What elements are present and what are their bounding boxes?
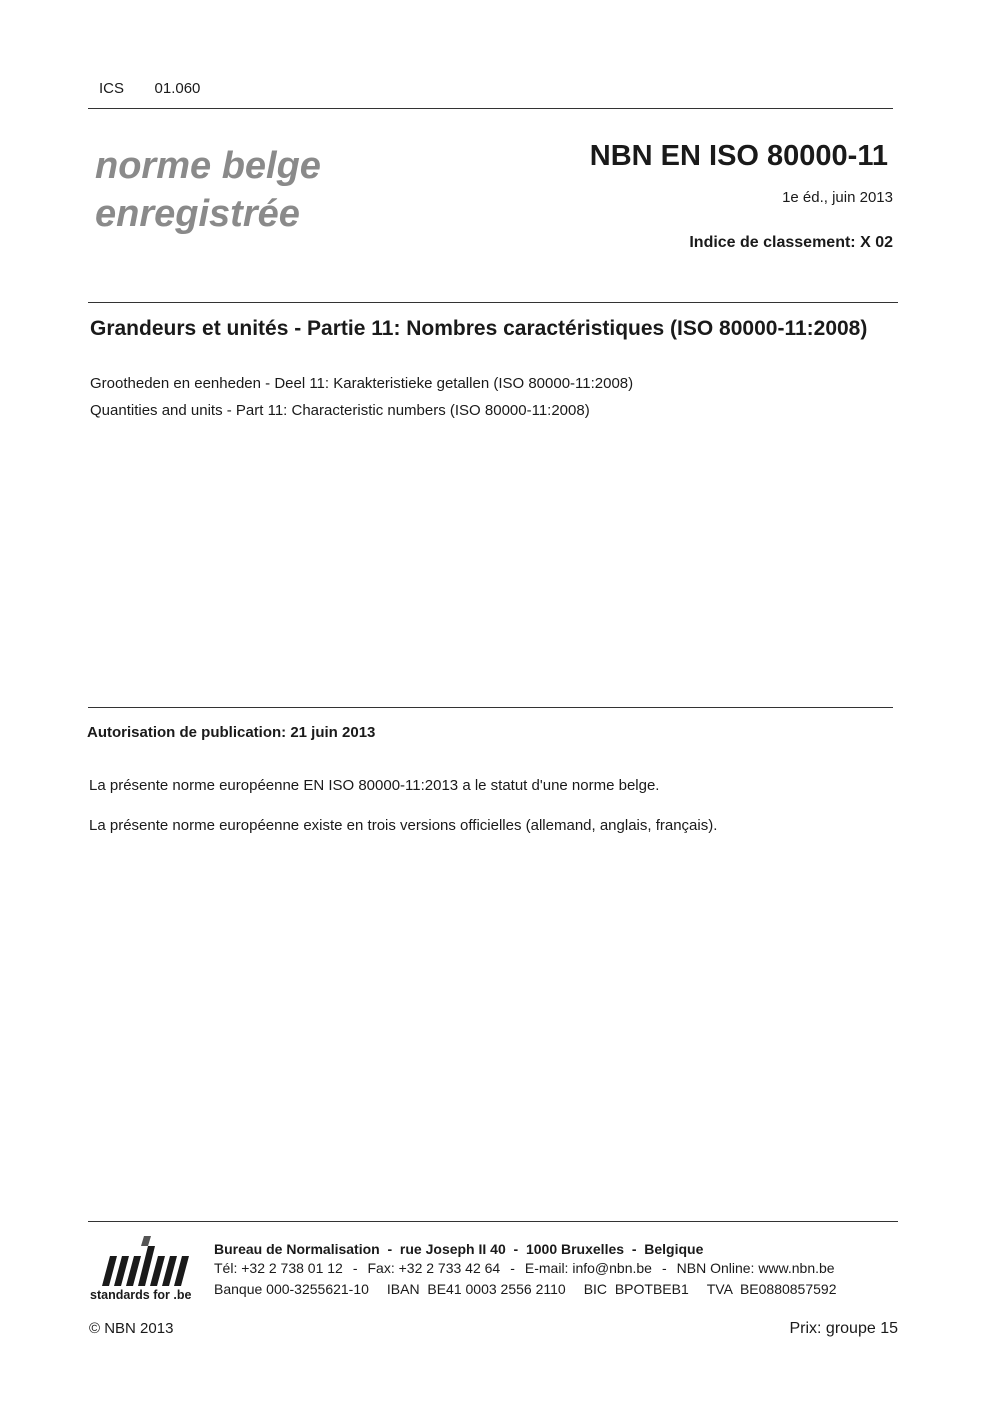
footer-bank-details — [214, 1281, 836, 1297]
header-rule — [88, 108, 893, 109]
price-group: Prix: groupe 15 — [789, 1320, 898, 1337]
logo-tagline: standards for .be — [90, 1288, 192, 1302]
standard-code: NBN EN ISO 80000-11 — [589, 140, 888, 172]
footer-address: Bureau de Normalisation - rue Joseph II 40 - 1000 Bruxelles - Belgique — [214, 1241, 704, 1257]
brand-title — [95, 142, 321, 238]
copyright: © NBN 2013 — [89, 1320, 174, 1337]
footer-contact: Tél: +32 2 738 01 12 - Fax: +32 2 733 42 64 - E-mail: info@nbn.be - NBN Online: www.nbn.be — [214, 1260, 835, 1276]
title-english: Quantities and units - Part 11: Characteristic numbers (ISO 80000-11:2008) — [90, 402, 590, 419]
footer-tel: Tél: +32 2 738 01 12 — [214, 1260, 343, 1276]
brand-line-1: norme belge — [95, 145, 321, 187]
footer-bic: BIC BPOTBEB1 — [583, 1281, 689, 1297]
status-paragraph: La présente norme européenne EN ISO 80000-11:2013 a le statut d'une norme belge. — [89, 777, 660, 794]
footer-fax: Fax: +32 2 733 42 64 — [367, 1260, 501, 1276]
brand-line-2: enregistrée — [95, 193, 300, 235]
footer-online[interactable]: NBN Online: www.nbn.be — [676, 1260, 835, 1276]
ics-code: ICS 01.060 — [99, 80, 201, 97]
title-dutch: Grootheden en eenheden - Deel 11: Karakteristieke getallen (ISO 80000-11:2008) — [90, 375, 634, 392]
title-french: Grandeurs et unités - Partie 11: Nombres caractéristiques (ISO 80000-11:2008) — [90, 317, 868, 340]
footer-bank: Banque 000-3255621-10 — [214, 1281, 369, 1297]
body-rule — [88, 707, 893, 708]
footer-rule — [88, 1221, 898, 1222]
footer-iban: IBAN BE41 0003 2556 2110 — [386, 1281, 566, 1297]
footer-email[interactable]: E-mail: info@nbn.be — [524, 1260, 652, 1276]
versions-paragraph: La présente norme européenne existe en trois versions officielles (allemand, anglais, français). — [89, 817, 718, 834]
classification-index: Indice de classement: X 02 — [689, 234, 893, 251]
footer-tva: TVA BE0880857592 — [706, 1281, 837, 1297]
title-rule — [88, 302, 898, 303]
publication-authorisation: Autorisation de publication: 21 juin 2013 — [87, 724, 376, 741]
edition-date: 1e éd., juin 2013 — [782, 189, 893, 206]
